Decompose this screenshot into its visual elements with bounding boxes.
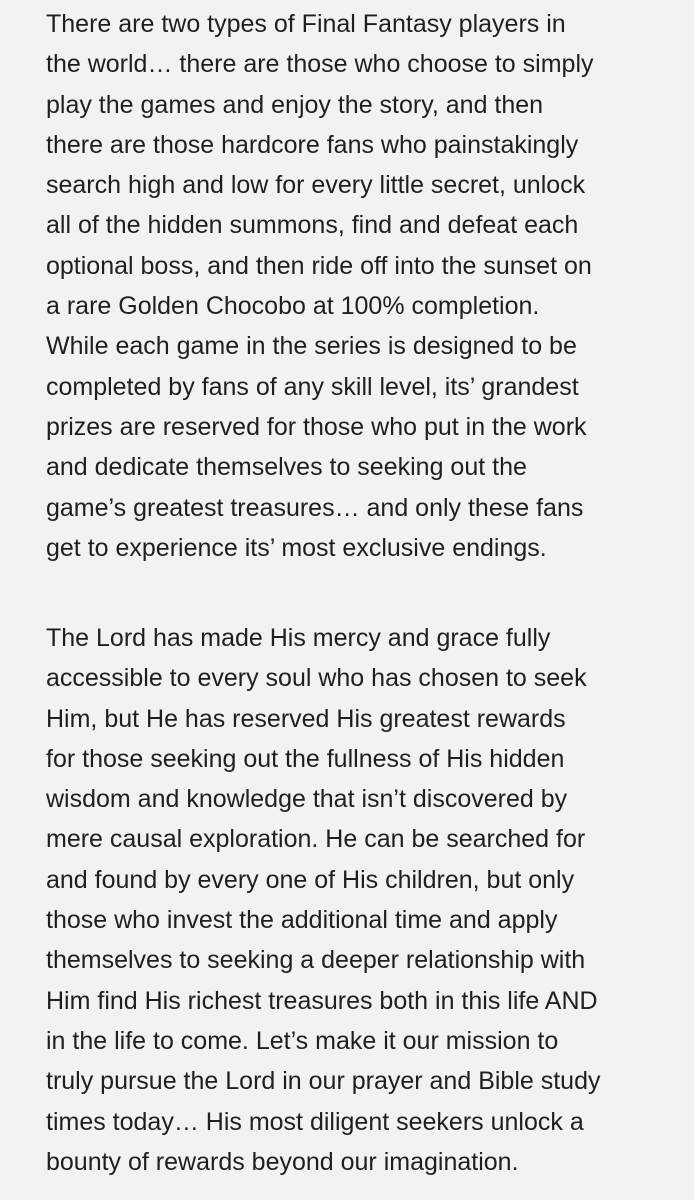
text-line: prizes are reserved for those who put in the work	[46, 412, 587, 441]
text-line: mere causal exploration. He can be searched for	[46, 825, 586, 854]
text-line: the world… there are those who choose to simply	[46, 50, 594, 79]
paragraph-the-lord	[46, 618, 600, 1182]
text-line: truly pursue the Lord in our prayer and Bible study	[46, 1067, 601, 1096]
text-line: Him, but He has reserved His greatest rewards	[46, 704, 566, 733]
text-line: for those seeking out the fullness of His hidden	[46, 744, 565, 773]
text-line: get to experience its’ most exclusive endings.	[46, 533, 547, 562]
text-line: game’s greatest treasures… and only these fans	[46, 493, 584, 522]
text-line: accessible to every soul who has chosen to seek	[46, 664, 587, 693]
text-line: optional boss, and then ride off into the sunset on	[46, 251, 592, 280]
text-line: Him find His richest treasures both in this life AND	[46, 986, 598, 1015]
text-line: themselves to seeking a deeper relationship with	[46, 946, 586, 975]
text-line: While each game in the series is designed to be	[46, 332, 577, 361]
text-line: play the games and enjoy the story, and then	[46, 90, 544, 119]
text-line: There are two types of Final Fantasy players in	[46, 10, 566, 38]
text-line: completed by fans of any skill level, its’ grandest	[46, 372, 579, 401]
text-line: The Lord has made His mercy and grace fully	[46, 624, 551, 652]
text-line: there are those hardcore fans who painstakingly	[46, 130, 579, 159]
text-line: in the life to come. Let’s make it our mission to	[46, 1026, 559, 1055]
text-line: bounty of rewards beyond our imagination.	[46, 1147, 519, 1176]
text-line: a rare Golden Chocobo at 100% completion.	[46, 292, 540, 321]
text-line: and found by every one of His children, but only	[46, 865, 575, 894]
paragraph-final-fantasy	[46, 4, 594, 568]
text-line: all of the hidden summons, find and defeat each	[46, 211, 579, 240]
text-line: wisdom and knowledge that isn’t discovered by	[46, 785, 568, 814]
text-line: and dedicate themselves to seeking out the	[46, 453, 527, 482]
text-line: those who invest the additional time and apply	[46, 906, 558, 935]
text-line: times today… His most diligent seekers unlock a	[46, 1107, 584, 1136]
text-line: search high and low for every little secret, unlock	[46, 171, 586, 200]
